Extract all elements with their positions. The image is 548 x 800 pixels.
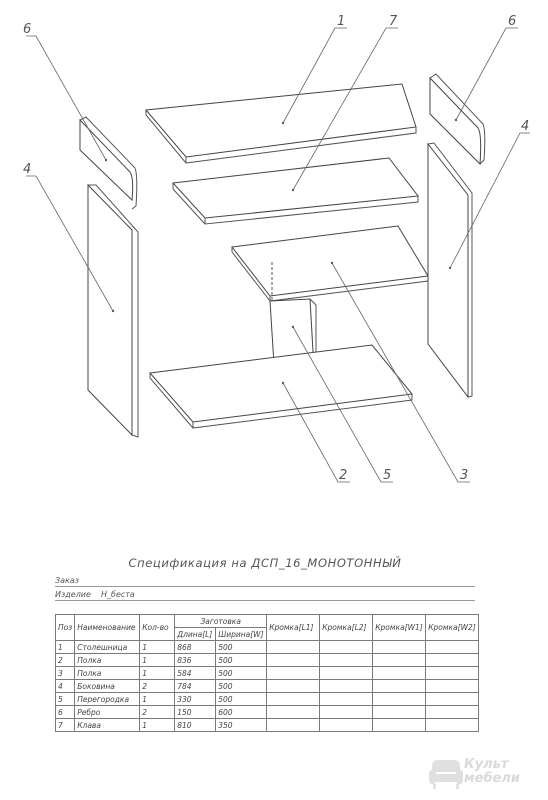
row-edge-l2 (320, 719, 373, 732)
part-label-1: 1 (337, 14, 346, 29)
row-width: 500 (216, 641, 267, 654)
row-edge-w1 (373, 654, 426, 667)
row-pos: 1 (56, 641, 75, 654)
table-row (56, 680, 479, 693)
part-1-worktop (146, 84, 416, 163)
part-6-right-rib (430, 74, 485, 164)
header-edge-l2: Кромка[L2] (320, 615, 373, 641)
order-row (55, 572, 475, 587)
table-row (56, 654, 479, 667)
row-name: Перегородка (75, 693, 140, 706)
row-edge-w2 (426, 654, 479, 667)
row-edge-l2 (320, 641, 373, 654)
part-label-6-right: 6 (508, 14, 517, 29)
part-2-bottom-shelf (150, 345, 412, 428)
row-edge-l1 (267, 667, 320, 680)
row-width: 350 (216, 719, 267, 732)
header-qty: Кол-во (140, 615, 175, 641)
row-qty: 1 (140, 641, 175, 654)
logo-line-2: мебели (464, 771, 520, 786)
product-value: Н_беста (101, 590, 135, 599)
row-pos: 4 (56, 680, 75, 693)
row-edge-l1 (267, 706, 320, 719)
row-edge-w2 (426, 667, 479, 680)
row-edge-w2 (426, 693, 479, 706)
table-row (56, 706, 479, 719)
row-pos: 3 (56, 667, 75, 680)
part-label-2: 2 (339, 468, 348, 483)
row-pos: 6 (56, 706, 75, 719)
row-edge-l2 (320, 667, 373, 680)
row-length: 810 (175, 719, 216, 732)
row-edge-l2 (320, 680, 373, 693)
header-name: Наименование (75, 615, 140, 641)
row-qty: 2 (140, 706, 175, 719)
row-length: 330 (175, 693, 216, 706)
spec-title: Спецификация на ДСП_16_МОНОТОННЫЙ (128, 556, 402, 570)
row-edge-w1 (373, 693, 426, 706)
header-pos: Поз (56, 615, 75, 641)
armchair-icon (429, 760, 463, 789)
row-pos: 2 (56, 654, 75, 667)
row-name: Столешница (75, 641, 140, 654)
part-label-6-left: 6 (23, 22, 32, 37)
part-3-shelf (232, 226, 428, 301)
header-edge-w1: Кромка[W1] (373, 615, 426, 641)
row-name: Полка (75, 654, 140, 667)
row-qty: 1 (140, 654, 175, 667)
row-length: 836 (175, 654, 216, 667)
row-edge-l2 (320, 654, 373, 667)
row-name: Полка (75, 667, 140, 680)
row-name: Ребро (75, 706, 140, 719)
row-pos: 5 (56, 693, 75, 706)
row-width: 500 (216, 680, 267, 693)
row-edge-w2 (426, 641, 479, 654)
part-7-keyboard-shelf (173, 158, 418, 224)
row-name: Боковина (75, 680, 140, 693)
header-width: Ширина[W] (216, 628, 267, 641)
row-edge-w1 (373, 680, 426, 693)
row-length: 150 (175, 706, 216, 719)
part-label-5: 5 (383, 468, 392, 483)
row-qty: 1 (140, 719, 175, 732)
row-qty: 1 (140, 693, 175, 706)
row-edge-w1 (373, 641, 426, 654)
row-edge-l2 (320, 706, 373, 719)
table-row (56, 641, 479, 654)
row-edge-l1 (267, 719, 320, 732)
part-label-4-left: 4 (23, 162, 32, 177)
row-edge-w1 (373, 719, 426, 732)
row-edge-l1 (267, 680, 320, 693)
spec-table (55, 614, 479, 732)
product-row (55, 586, 475, 601)
row-length: 784 (175, 680, 216, 693)
row-length: 584 (175, 667, 216, 680)
row-edge-w2 (426, 680, 479, 693)
order-label: Заказ (55, 576, 80, 585)
row-edge-l2 (320, 693, 373, 706)
row-width: 500 (216, 693, 267, 706)
row-width: 500 (216, 654, 267, 667)
row-length: 868 (175, 641, 216, 654)
part-label-4-right: 4 (521, 119, 530, 134)
row-edge-w1 (373, 667, 426, 680)
row-width: 500 (216, 667, 267, 680)
header-edge-l1: Кромка[L1] (267, 615, 320, 641)
part-4-right-side (428, 143, 472, 397)
header-length: Длина[L] (175, 628, 216, 641)
row-width: 600 (216, 706, 267, 719)
row-qty: 2 (140, 680, 175, 693)
row-edge-l1 (267, 654, 320, 667)
row-name: Клава (75, 719, 140, 732)
header-blank: Заготовка (175, 615, 267, 628)
row-edge-w1 (373, 706, 426, 719)
spec-table-body (56, 641, 479, 732)
table-row (56, 667, 479, 680)
header-edge-w2: Кромка[W2] (426, 615, 479, 641)
part-label-7: 7 (389, 14, 398, 29)
row-qty: 1 (140, 667, 175, 680)
row-edge-w2 (426, 719, 479, 732)
row-edge-l1 (267, 641, 320, 654)
table-row (56, 693, 479, 706)
product-label: Изделие (55, 590, 91, 599)
row-edge-l1 (267, 693, 320, 706)
part-label-3: 3 (460, 468, 469, 483)
table-row (56, 719, 479, 732)
row-edge-w2 (426, 706, 479, 719)
logo-line-1: Культ (464, 757, 509, 772)
row-pos: 7 (56, 719, 75, 732)
